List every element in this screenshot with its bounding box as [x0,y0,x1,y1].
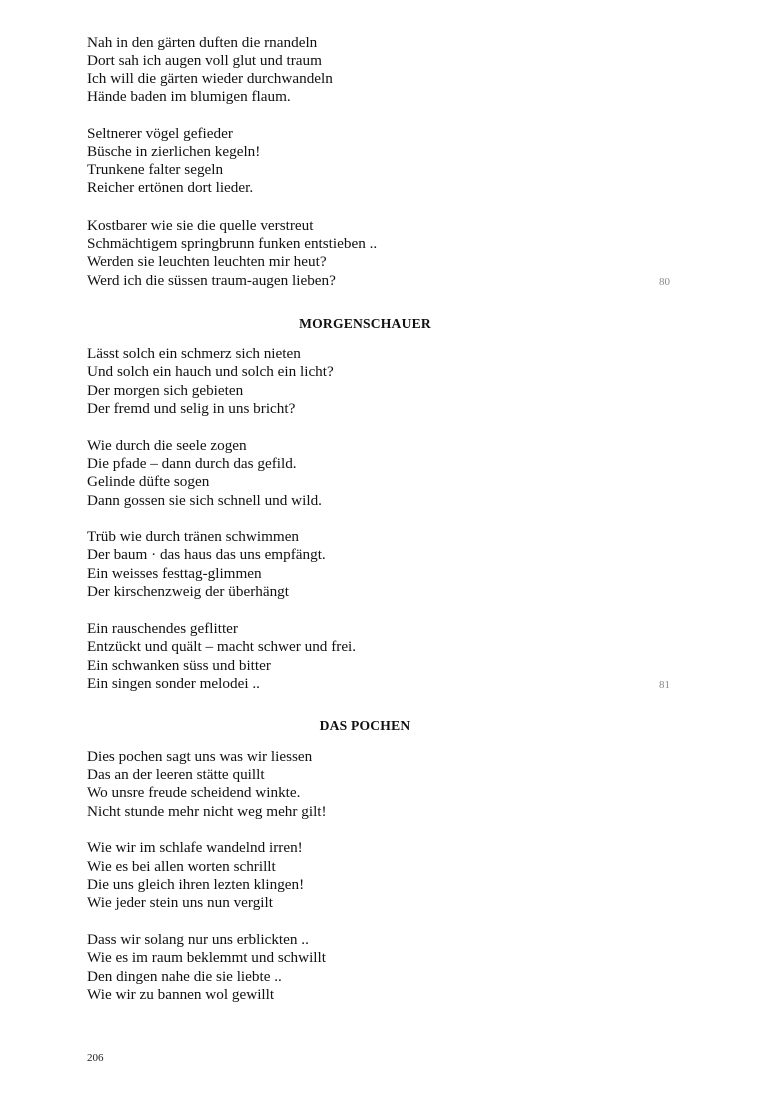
poem-title: MORGENSCHAUER [299,316,431,331]
verse-line: Lässt solch ein schmerz sich nieten [87,345,301,362]
verse-line: Dies pochen sagt uns was wir liessen [87,748,313,765]
verse-line: Der baum · das haus das uns empfängt. [87,546,326,563]
verse-line: Entzückt und quält – macht schwer und frei. [87,638,357,655]
verse-line: Kostbarer wie sie die quelle verstreut [87,217,314,234]
verse-line: Dass wir solang nur uns erblickten .. [87,931,309,948]
verse-line: Werd ich die süssen traum-augen lieben? [87,272,336,289]
verse-line: Werden sie leuchten leuchten mir heut? [87,253,327,270]
verse-line: Wo unsre freude scheidend winkte. [87,784,301,801]
verse-line: Das an der leeren stätte quillt [87,766,265,783]
verse-line: Die uns gleich ihren lezten klingen! [87,876,305,893]
verse-line: Ich will die gärten wieder durchwandeln [87,70,333,87]
verse-line: Gelinde düfte sogen [87,473,210,490]
verse-line: Und solch ein hauch und solch ein licht? [87,363,334,380]
verse-line: Nah in den gärten duften die rnandeln [87,34,318,51]
verse-line: Der morgen sich gebieten [87,382,244,399]
verse-line: Wie es bei allen worten schrillt [87,858,276,875]
verse-line: Reicher ertönen dort lieder. [87,179,254,196]
page-number: 206 [87,1052,104,1064]
poem-title: DAS POCHEN [319,718,411,733]
verse-line: Der fremd und selig in uns bricht? [87,400,296,417]
verse-line: Der kirschenzweig der überhängt [87,583,289,600]
verse-line: Wie wir im schlafe wandelnd irren! [87,839,303,856]
verse-line: Wie jeder stein uns nun vergilt [87,894,273,911]
verse-line: Ein weisses festtag-glimmen [87,565,262,582]
verse-line: Ein singen sonder melodei .. [87,675,260,692]
verse-line: Nicht stunde mehr nicht weg mehr gilt! [87,803,327,820]
verse-line: Schmächtigem springbrunn funken entstieben .. [87,235,378,252]
verse-line: Wie durch die seele zogen [87,437,247,454]
verse-line: Seltnerer vögel gefieder [87,125,233,142]
verse-line: Dann gossen sie sich schnell und wild. [87,492,322,509]
verse-line: Ein rauschendes geflitter [87,620,238,637]
verse-line: Wie wir zu bannen wol gewillt [87,986,275,1003]
verse-line: Die pfade – dann durch das gefild. [87,455,297,472]
verse-line: Dort sah ich augen voll glut und traum [87,52,322,69]
verse-line: Wie es im raum beklemmt und schwillt [87,949,326,966]
line-number-marker: 80 [659,276,670,288]
verse-line: Trüb wie durch tränen schwimmen [87,528,300,545]
line-number-marker: 81 [659,679,670,691]
verse-line: Ein schwanken süss und bitter [87,657,271,674]
verse-line: Büsche in zierlichen kegeln! [87,143,261,160]
verse-line: Trunkene falter segeln [87,161,224,178]
verse-line: Hände baden im blumigen flaum. [87,88,291,105]
verse-line: Den dingen nahe die sie liebte .. [87,968,282,985]
